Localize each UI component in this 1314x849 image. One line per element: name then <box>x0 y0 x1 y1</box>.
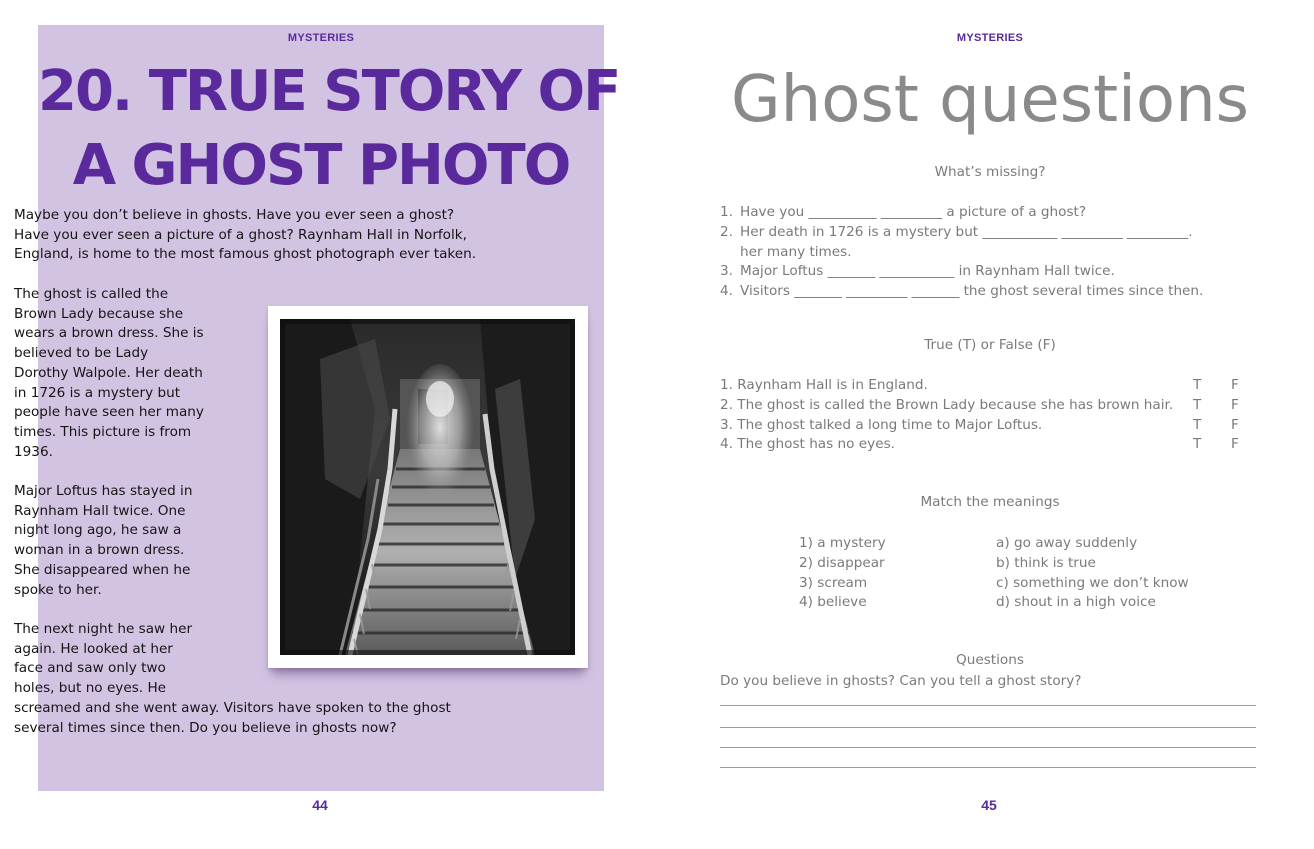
match-meaning: d) shout in a high voice <box>996 594 1156 611</box>
ghost-staircase-photo <box>280 319 575 655</box>
ghost-photo-frame <box>268 306 588 668</box>
text-line: several times since then. Do you believe in ghosts now? <box>14 719 397 736</box>
text-line: in 1726 is a mystery but <box>14 384 181 401</box>
list-item <box>720 435 1260 455</box>
match-word: 2) disappear <box>799 554 885 571</box>
page-number-right: 45 <box>981 797 997 813</box>
list-item-continuation <box>720 243 1260 263</box>
match-word: 3) scream <box>799 574 868 591</box>
answer-line[interactable] <box>720 767 1256 768</box>
section-label: MYSTERIES <box>956 32 1024 44</box>
text-line: people have seen her many <box>14 404 204 421</box>
text-line: The ghost is called the <box>14 286 169 302</box>
item-number: 4. <box>720 283 733 300</box>
page-title-line1: 20. TRUE STORY OF <box>38 59 620 124</box>
text-line: She disappeared when he <box>14 561 191 578</box>
text-line: Maybe you don’t believe in ghosts. Have you ever seen a ghost? <box>14 207 455 223</box>
answer-line[interactable] <box>720 747 1256 748</box>
worksheet-title: Ghost questions <box>731 63 1249 137</box>
item-number: 1. <box>720 204 733 220</box>
text-line: Have you ever seen a picture of a ghost? Raynham Hall in Norfolk, <box>14 226 467 243</box>
section-label: MYSTERIES <box>287 32 355 44</box>
brown-lady-paragraph <box>14 285 204 462</box>
text-line: woman in a brown dress. <box>14 542 185 559</box>
major-loftus-paragraph <box>14 482 192 600</box>
item-text: 1. Raynham Hall is in England. <box>720 377 928 393</box>
match-word: 4) believe <box>799 594 867 611</box>
match-meaning: b) think is true <box>996 554 1096 571</box>
questions-heading: Questions <box>956 652 1024 668</box>
true-option[interactable]: T <box>1193 436 1202 453</box>
item-text: her many times. <box>740 243 852 260</box>
list-item <box>720 203 1260 223</box>
false-option[interactable]: F <box>1231 396 1239 413</box>
text-line: face and saw only two <box>14 660 166 677</box>
missing-heading: What’s missing? <box>934 164 1046 180</box>
question-prompt: Do you believe in ghosts? Can you tell a ghost story? <box>720 673 1082 689</box>
true-false-list <box>720 376 1260 455</box>
page-title-line2: A GHOST PHOTO <box>72 133 570 198</box>
text-line: Major Loftus has stayed in <box>14 483 193 499</box>
list-item <box>720 396 1260 416</box>
list-item <box>720 223 1260 243</box>
match-meaning: c) something we don’t know <box>996 574 1189 591</box>
item-text: Major Loftus _______ ___________ in Raynham Hall twice. <box>740 263 1115 280</box>
text-line: holes, but no eyes. He <box>14 680 167 697</box>
text-line: spoke to her. <box>14 581 102 598</box>
text-line: 1936. <box>14 443 53 460</box>
missing-list <box>720 203 1260 302</box>
match-heading: Match the meanings <box>920 494 1060 510</box>
false-option[interactable]: F <box>1231 377 1239 393</box>
false-option[interactable]: F <box>1231 416 1239 433</box>
list-item <box>720 416 1260 436</box>
item-text: 3. The ghost talked a long time to Major Loftus. <box>720 416 1043 433</box>
answer-line[interactable] <box>720 705 1256 706</box>
item-text: 4. The ghost has no eyes. <box>720 436 895 453</box>
answer-line[interactable] <box>720 727 1256 728</box>
item-text: Visitors _______ _________ _______ the ghost several times since then. <box>740 283 1204 300</box>
text-line: believed to be Lady <box>14 345 149 362</box>
text-line: screamed and she went away. Visitors have spoken to the ghost <box>14 699 451 716</box>
item-number: 3. <box>720 263 733 280</box>
item-text: 2. The ghost is called the Brown Lady because she has brown hair. <box>720 396 1174 413</box>
item-number: 2. <box>720 223 733 240</box>
text-line: The next night he saw her <box>14 621 193 637</box>
text-line: wears a brown dress. She is <box>14 325 204 342</box>
match-meanings-list <box>996 534 1189 613</box>
match-meaning: a) go away suddenly <box>996 535 1138 551</box>
item-text: Have you __________ _________ a picture of a ghost? <box>740 204 1087 220</box>
true-option[interactable]: T <box>1193 396 1202 413</box>
match-words-list <box>799 534 886 613</box>
true-false-heading: True (T) or False (F) <box>924 337 1056 353</box>
text-line: Raynham Hall twice. One <box>14 502 186 519</box>
text-line: Brown Lady because she <box>14 305 184 322</box>
match-word: 1) a mystery <box>799 535 886 551</box>
text-line: again. He looked at her <box>14 640 173 657</box>
text-line: times. This picture is from <box>14 423 192 440</box>
item-text: Her death in 1726 is a mystery but ___________ _________ _________. <box>740 223 1193 240</box>
true-option[interactable]: T <box>1193 377 1202 393</box>
text-line: Dorothy Walpole. Her death <box>14 364 203 381</box>
page-number-left: 44 <box>312 797 328 813</box>
false-option[interactable]: F <box>1231 436 1239 453</box>
intro-paragraph <box>14 206 476 265</box>
list-item <box>720 282 1260 302</box>
text-line: night long ago, he saw a <box>14 522 182 539</box>
list-item <box>720 262 1260 282</box>
text-line: England, is home to the most famous ghost photograph ever taken. <box>14 246 477 263</box>
list-item <box>720 376 1260 396</box>
true-option[interactable]: T <box>1193 416 1202 433</box>
